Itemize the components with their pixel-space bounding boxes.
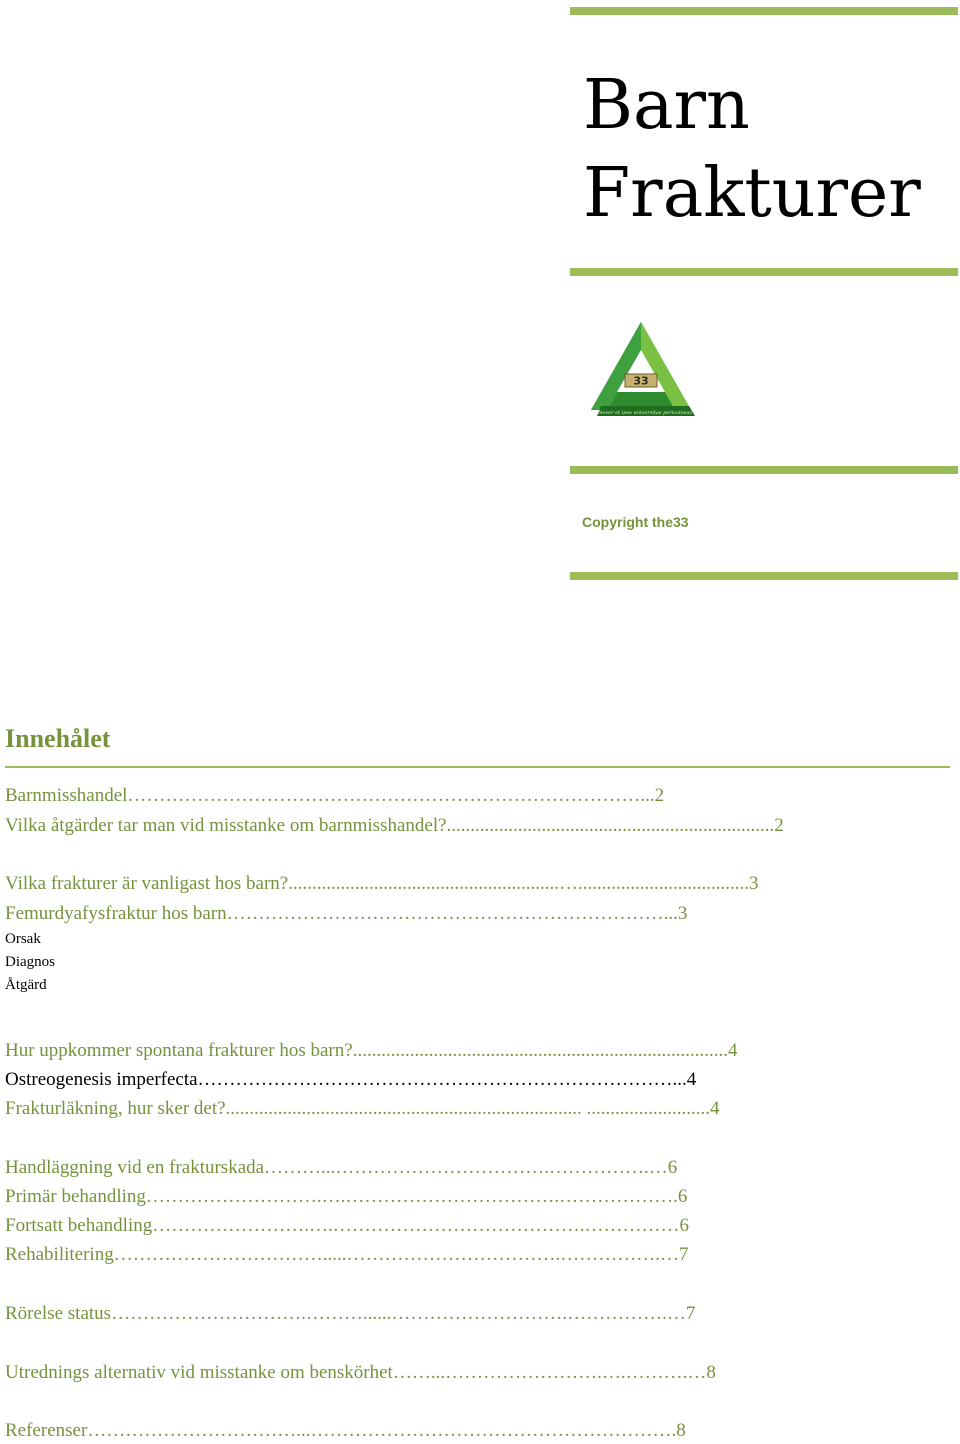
top-divider-bar	[570, 7, 958, 15]
toc-subentry[interactable]: Diagnos	[5, 954, 55, 970]
toc-entry[interactable]: Fortsatt behandling…………………….….………………………………….……………6	[5, 1215, 689, 1236]
toc-entry[interactable]: Referenser……………………………...………………………………………………….8	[5, 1420, 686, 1441]
bottom-divider-bar	[570, 572, 958, 580]
copyright-text: Copyright the33	[582, 514, 689, 530]
toc-entry[interactable]: Vilka frakturer är vanligast hos barn?.........................................................…....................................3	[5, 873, 759, 894]
the33-logo-icon	[583, 318, 698, 424]
toc-heading: Innehålet	[5, 724, 111, 753]
toc-heading-rule	[5, 766, 950, 768]
toc-entry[interactable]: Barnmisshandel………………………………………………………………………...2	[5, 785, 665, 806]
toc-subentry[interactable]: Åtgärd	[5, 977, 47, 993]
toc-entry[interactable]: Frakturläkning, hur sker det?........................................................................... ..........................4	[5, 1098, 720, 1119]
logo-divider-bar	[570, 466, 958, 474]
toc-entry[interactable]: Femurdyafysfraktur hos barn……………………………………………………………...3	[5, 903, 688, 924]
toc-entry[interactable]: Rehabilitering…………………………….....…………………………….…………….…7	[5, 1244, 689, 1265]
document-title: Barn Frakturer	[583, 66, 921, 233]
toc-entry[interactable]: Utrednings alternativ vid misstanke om benskörhet……...…………………….….……….…8	[5, 1362, 716, 1383]
toc-subentry[interactable]: Orsak	[5, 931, 41, 947]
toc-entry[interactable]: Handläggning vid en frakturskada………...…………………………….…………….…6	[5, 1157, 678, 1178]
toc-entry[interactable]: Hur uppkommer spontana frakturer hos barn?...............................................................................4	[5, 1040, 738, 1061]
toc-entry[interactable]: Rörelse status………………………….………......……………………….…………….…7	[5, 1303, 696, 1324]
toc-entry[interactable]: Ostreogenesis imperfecta…………………………………………………………………...4	[5, 1069, 697, 1090]
toc-entry[interactable]: Vilka åtgärder tar man vid misstanke om barnmisshandel?.....................................................................2	[5, 815, 784, 836]
title-divider-bar	[570, 268, 958, 276]
toc-entry[interactable]: Primär behandling……………………….….…………………………….……………….6	[5, 1186, 688, 1207]
svg-text:33: 33	[633, 374, 649, 388]
svg-text:Never et ipse universitas peri: Never et ipse universitas pericolosus	[597, 410, 693, 416]
